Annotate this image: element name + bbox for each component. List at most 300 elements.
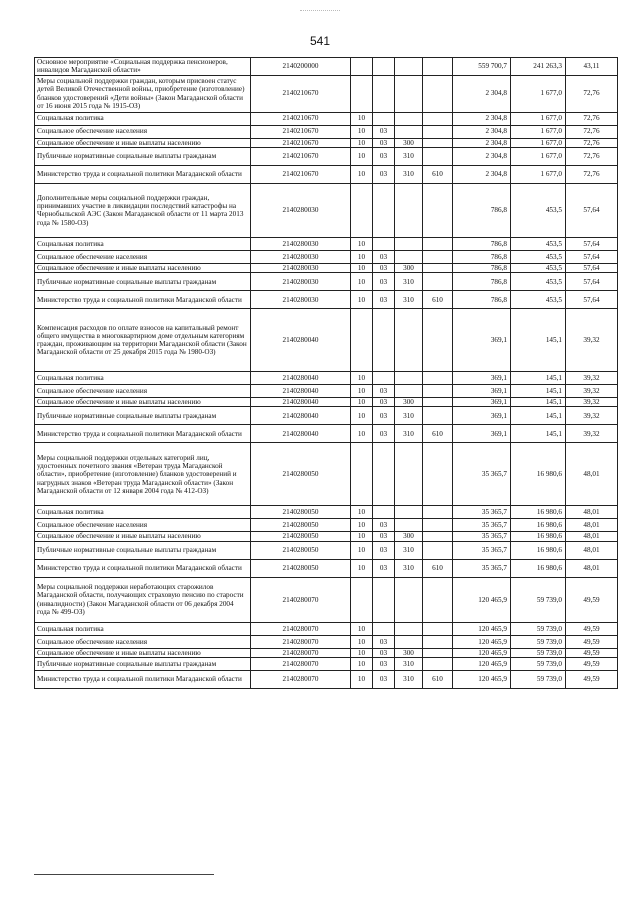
- row-plan-cell: 120 465,9: [453, 658, 511, 671]
- row-code-cell: 2140280040: [251, 398, 351, 407]
- row-plan-cell: 35 365,7: [453, 443, 511, 506]
- row-code-cell: 2140280030: [251, 263, 351, 272]
- row-code-cell: 2140280050: [251, 532, 351, 541]
- row-section-cell: 10: [351, 273, 373, 291]
- row-fact-cell: 59 739,0: [511, 635, 566, 648]
- row-section-cell: 10: [351, 398, 373, 407]
- row-code-cell: 2140280030: [251, 183, 351, 237]
- row-expense-type-cell: [395, 183, 423, 237]
- row-percent-cell: 48,01: [566, 541, 618, 559]
- row-code-cell: 2140280040: [251, 385, 351, 398]
- table-row: [35, 237, 618, 250]
- row-subsection-cell: 03: [373, 532, 395, 541]
- row-expense-type-cell: [395, 237, 423, 250]
- row-fact-cell: 453,5: [511, 263, 566, 272]
- row-expense-type-cell: [395, 635, 423, 648]
- row-name-cell: Социальная политика: [35, 506, 251, 519]
- row-percent-cell: 57,64: [566, 250, 618, 263]
- row-section-cell: [351, 75, 373, 112]
- row-fact-cell: 16 980,6: [511, 559, 566, 577]
- row-code-cell: 2140280030: [251, 250, 351, 263]
- row-percent-cell: 72,76: [566, 138, 618, 147]
- table-row: [35, 635, 618, 648]
- row-fact-cell: 453,5: [511, 291, 566, 309]
- row-section-cell: 10: [351, 425, 373, 443]
- row-name-cell: Министерство труда и социальной политики Магаданской области: [35, 425, 251, 443]
- row-admin-cell: 610: [423, 671, 453, 689]
- row-expense-type-cell: 300: [395, 532, 423, 541]
- table-row: [35, 648, 618, 657]
- row-plan-cell: 786,8: [453, 237, 511, 250]
- row-admin-cell: [423, 519, 453, 532]
- row-name-cell: Меры социальной поддержки граждан, которым присвоен статус детей Великой Отечественной войны, приобретение (изготовление) бланков удостоверений «Дети войны» (Закон Магаданской области от 16 июня 2015 года № 1915-ОЗ): [35, 75, 251, 112]
- row-expense-type-cell: [395, 309, 423, 372]
- row-name-cell: Меры социальной поддержки отдельных категорий лиц, удостоенных почетного звания «Ветеран труда Магаданской области», приобретение (изготовление) бланков удостоверений и нагрудных знаков «Ветеран труда Магаданской области» (Закон Магаданской области от 12 января 2004 года № 412-ОЗ): [35, 443, 251, 506]
- table-row: [35, 506, 618, 519]
- row-admin-cell: [423, 138, 453, 147]
- row-percent-cell: 72,76: [566, 165, 618, 183]
- row-admin-cell: [423, 273, 453, 291]
- row-percent-cell: 57,64: [566, 273, 618, 291]
- row-admin-cell: [423, 577, 453, 622]
- row-subsection-cell: 03: [373, 559, 395, 577]
- table-row: [35, 58, 618, 76]
- row-name-cell: Социальное обеспечение и иные выплаты населению: [35, 532, 251, 541]
- row-percent-cell: 39,32: [566, 385, 618, 398]
- row-percent-cell: 49,59: [566, 658, 618, 671]
- row-admin-cell: [423, 622, 453, 635]
- row-percent-cell: 39,32: [566, 372, 618, 385]
- row-section-cell: 10: [351, 147, 373, 165]
- row-expense-type-cell: [395, 58, 423, 76]
- row-expense-type-cell: 310: [395, 541, 423, 559]
- row-name-cell: Социальное обеспечение и иные выплаты населению: [35, 138, 251, 147]
- row-name-cell: Дополнительные меры социальной поддержки граждан, принимавших участие в ликвидации последствий катастрофы на Чернобыльской АЭС (Закон Магаданской области от 11 марта 2013 года № 1580-ОЗ): [35, 183, 251, 237]
- row-section-cell: 10: [351, 559, 373, 577]
- row-expense-type-cell: [395, 385, 423, 398]
- row-expense-type-cell: 310: [395, 291, 423, 309]
- row-subsection-cell: 03: [373, 273, 395, 291]
- row-subsection-cell: 03: [373, 263, 395, 272]
- row-fact-cell: 59 739,0: [511, 577, 566, 622]
- row-expense-type-cell: [395, 622, 423, 635]
- row-subsection-cell: 03: [373, 125, 395, 138]
- row-section-cell: [351, 58, 373, 76]
- row-percent-cell: 49,59: [566, 635, 618, 648]
- row-plan-cell: 2 304,8: [453, 75, 511, 112]
- row-admin-cell: 610: [423, 165, 453, 183]
- row-expense-type-cell: 310: [395, 559, 423, 577]
- row-plan-cell: 786,8: [453, 291, 511, 309]
- row-section-cell: 10: [351, 541, 373, 559]
- budget-table-body: [35, 58, 618, 689]
- row-name-cell: Социальное обеспечение населения: [35, 125, 251, 138]
- row-subsection-cell: [373, 183, 395, 237]
- row-plan-cell: 369,1: [453, 425, 511, 443]
- row-expense-type-cell: 300: [395, 398, 423, 407]
- row-plan-cell: 120 465,9: [453, 622, 511, 635]
- row-code-cell: 2140210670: [251, 147, 351, 165]
- row-expense-type-cell: 300: [395, 648, 423, 657]
- table-row: [35, 658, 618, 671]
- row-fact-cell: 453,5: [511, 273, 566, 291]
- row-section-cell: 10: [351, 658, 373, 671]
- row-percent-cell: 39,32: [566, 407, 618, 425]
- row-subsection-cell: [373, 443, 395, 506]
- row-name-cell: Меры социальной поддержки неработающих старожилов Магаданской области, получающих страховую пенсию по старости (инвалидности) (Закон Магаданской области от 06 декабря 2004 года № 499-ОЗ): [35, 577, 251, 622]
- row-fact-cell: 453,5: [511, 183, 566, 237]
- row-subsection-cell: 03: [373, 165, 395, 183]
- table-row: [35, 532, 618, 541]
- row-percent-cell: 39,32: [566, 425, 618, 443]
- row-fact-cell: 145,1: [511, 398, 566, 407]
- row-section-cell: 10: [351, 622, 373, 635]
- row-admin-cell: [423, 75, 453, 112]
- row-section-cell: 10: [351, 291, 373, 309]
- row-name-cell: Социальная политика: [35, 112, 251, 125]
- table-row: [35, 250, 618, 263]
- row-section-cell: 10: [351, 138, 373, 147]
- row-percent-cell: 49,59: [566, 671, 618, 689]
- row-plan-cell: 120 465,9: [453, 648, 511, 657]
- row-name-cell: Социальное обеспечение населения: [35, 385, 251, 398]
- row-name-cell: Социальное обеспечение населения: [35, 519, 251, 532]
- row-expense-type-cell: [395, 443, 423, 506]
- row-section-cell: 10: [351, 532, 373, 541]
- row-admin-cell: [423, 658, 453, 671]
- row-code-cell: 2140280040: [251, 425, 351, 443]
- row-fact-cell: 1 677,0: [511, 147, 566, 165]
- row-name-cell: Публичные нормативные социальные выплаты гражданам: [35, 273, 251, 291]
- row-percent-cell: 48,01: [566, 532, 618, 541]
- row-admin-cell: [423, 407, 453, 425]
- row-name-cell: Министерство труда и социальной политики Магаданской области: [35, 559, 251, 577]
- row-fact-cell: 1 677,0: [511, 165, 566, 183]
- row-expense-type-cell: [395, 125, 423, 138]
- row-plan-cell: 35 365,7: [453, 519, 511, 532]
- row-plan-cell: 559 700,7: [453, 58, 511, 76]
- row-percent-cell: 48,01: [566, 443, 618, 506]
- row-percent-cell: 48,01: [566, 559, 618, 577]
- row-section-cell: 10: [351, 112, 373, 125]
- row-plan-cell: 786,8: [453, 183, 511, 237]
- row-name-cell: Публичные нормативные социальные выплаты гражданам: [35, 407, 251, 425]
- row-expense-type-cell: 300: [395, 138, 423, 147]
- row-fact-cell: 16 980,6: [511, 506, 566, 519]
- table-row: [35, 385, 618, 398]
- row-plan-cell: 369,1: [453, 372, 511, 385]
- table-row: [35, 577, 618, 622]
- row-fact-cell: 145,1: [511, 372, 566, 385]
- row-admin-cell: [423, 183, 453, 237]
- row-percent-cell: 57,64: [566, 183, 618, 237]
- row-plan-cell: 369,1: [453, 385, 511, 398]
- row-plan-cell: 120 465,9: [453, 577, 511, 622]
- row-admin-cell: [423, 125, 453, 138]
- row-percent-cell: 49,59: [566, 622, 618, 635]
- row-code-cell: 2140280040: [251, 309, 351, 372]
- row-section-cell: 10: [351, 635, 373, 648]
- row-code-cell: 2140280030: [251, 237, 351, 250]
- row-code-cell: 2140210670: [251, 138, 351, 147]
- row-fact-cell: 59 739,0: [511, 648, 566, 657]
- row-expense-type-cell: 300: [395, 263, 423, 272]
- row-plan-cell: 2 304,8: [453, 165, 511, 183]
- row-expense-type-cell: 310: [395, 425, 423, 443]
- row-section-cell: 10: [351, 648, 373, 657]
- row-fact-cell: 16 980,6: [511, 541, 566, 559]
- row-expense-type-cell: 310: [395, 165, 423, 183]
- row-admin-cell: [423, 147, 453, 165]
- row-section-cell: [351, 309, 373, 372]
- row-expense-type-cell: [395, 112, 423, 125]
- row-fact-cell: 1 677,0: [511, 125, 566, 138]
- row-subsection-cell: 03: [373, 385, 395, 398]
- row-name-cell: Публичные нормативные социальные выплаты гражданам: [35, 658, 251, 671]
- row-section-cell: 10: [351, 671, 373, 689]
- row-fact-cell: 16 980,6: [511, 519, 566, 532]
- row-expense-type-cell: [395, 75, 423, 112]
- row-fact-cell: 145,1: [511, 309, 566, 372]
- row-plan-cell: 120 465,9: [453, 635, 511, 648]
- row-subsection-cell: 03: [373, 635, 395, 648]
- row-name-cell: Министерство труда и социальной политики Магаданской области: [35, 165, 251, 183]
- table-row: [35, 309, 618, 372]
- row-code-cell: 2140280070: [251, 635, 351, 648]
- table-row: [35, 138, 618, 147]
- row-code-cell: 2140210670: [251, 112, 351, 125]
- row-section-cell: [351, 183, 373, 237]
- row-fact-cell: 59 739,0: [511, 622, 566, 635]
- row-percent-cell: 48,01: [566, 519, 618, 532]
- budget-table: [34, 57, 618, 689]
- row-admin-cell: 610: [423, 291, 453, 309]
- table-row: [35, 519, 618, 532]
- row-fact-cell: 1 677,0: [511, 112, 566, 125]
- row-code-cell: 2140280050: [251, 541, 351, 559]
- row-fact-cell: 145,1: [511, 407, 566, 425]
- row-expense-type-cell: 310: [395, 147, 423, 165]
- row-subsection-cell: [373, 506, 395, 519]
- row-percent-cell: 49,59: [566, 577, 618, 622]
- row-section-cell: 10: [351, 263, 373, 272]
- row-plan-cell: 786,8: [453, 250, 511, 263]
- row-plan-cell: 120 465,9: [453, 671, 511, 689]
- row-admin-cell: [423, 506, 453, 519]
- row-code-cell: 2140280050: [251, 559, 351, 577]
- row-plan-cell: 35 365,7: [453, 506, 511, 519]
- row-percent-cell: 48,01: [566, 506, 618, 519]
- row-admin-cell: [423, 309, 453, 372]
- row-subsection-cell: [373, 237, 395, 250]
- row-section-cell: 10: [351, 407, 373, 425]
- row-code-cell: 2140280070: [251, 671, 351, 689]
- row-subsection-cell: 03: [373, 291, 395, 309]
- row-subsection-cell: [373, 577, 395, 622]
- row-code-cell: 2140280030: [251, 291, 351, 309]
- row-fact-cell: 1 677,0: [511, 138, 566, 147]
- row-percent-cell: 39,32: [566, 309, 618, 372]
- row-fact-cell: 59 739,0: [511, 658, 566, 671]
- row-plan-cell: 369,1: [453, 407, 511, 425]
- row-code-cell: 2140280070: [251, 577, 351, 622]
- row-admin-cell: [423, 385, 453, 398]
- row-section-cell: 10: [351, 385, 373, 398]
- row-admin-cell: 610: [423, 425, 453, 443]
- row-code-cell: 2140280070: [251, 658, 351, 671]
- row-subsection-cell: [373, 372, 395, 385]
- row-section-cell: 10: [351, 237, 373, 250]
- row-name-cell: Министерство труда и социальной политики Магаданской области: [35, 671, 251, 689]
- row-name-cell: Социальное обеспечение и иные выплаты населению: [35, 398, 251, 407]
- row-expense-type-cell: 310: [395, 671, 423, 689]
- row-plan-cell: 786,8: [453, 273, 511, 291]
- row-admin-cell: [423, 635, 453, 648]
- row-expense-type-cell: [395, 506, 423, 519]
- row-code-cell: 2140280030: [251, 273, 351, 291]
- row-subsection-cell: [373, 622, 395, 635]
- table-row: [35, 541, 618, 559]
- row-expense-type-cell: 310: [395, 658, 423, 671]
- row-name-cell: Министерство труда и социальной политики Магаданской области: [35, 291, 251, 309]
- table-row: [35, 671, 618, 689]
- row-code-cell: 2140280050: [251, 443, 351, 506]
- row-code-cell: 2140210670: [251, 165, 351, 183]
- row-expense-type-cell: 310: [395, 273, 423, 291]
- table-row: [35, 407, 618, 425]
- row-section-cell: 10: [351, 519, 373, 532]
- row-name-cell: Публичные нормативные социальные выплаты гражданам: [35, 147, 251, 165]
- row-subsection-cell: 03: [373, 398, 395, 407]
- row-expense-type-cell: 310: [395, 407, 423, 425]
- table-row: [35, 263, 618, 272]
- table-row: [35, 398, 618, 407]
- row-admin-cell: [423, 398, 453, 407]
- page-number: 541: [309, 34, 331, 48]
- row-plan-cell: 35 365,7: [453, 532, 511, 541]
- row-percent-cell: 39,32: [566, 398, 618, 407]
- row-plan-cell: 2 304,8: [453, 125, 511, 138]
- table-row: [35, 147, 618, 165]
- row-admin-cell: [423, 648, 453, 657]
- row-admin-cell: 610: [423, 559, 453, 577]
- row-percent-cell: 49,59: [566, 648, 618, 657]
- row-admin-cell: [423, 532, 453, 541]
- row-section-cell: 10: [351, 250, 373, 263]
- row-percent-cell: 57,64: [566, 237, 618, 250]
- row-subsection-cell: 03: [373, 541, 395, 559]
- table-row: [35, 112, 618, 125]
- table-row: [35, 273, 618, 291]
- row-section-cell: 10: [351, 372, 373, 385]
- row-subsection-cell: 03: [373, 658, 395, 671]
- row-expense-type-cell: [395, 519, 423, 532]
- row-subsection-cell: 03: [373, 519, 395, 532]
- row-percent-cell: 72,76: [566, 75, 618, 112]
- row-fact-cell: 453,5: [511, 250, 566, 263]
- row-fact-cell: 145,1: [511, 425, 566, 443]
- row-section-cell: [351, 577, 373, 622]
- row-admin-cell: [423, 541, 453, 559]
- table-row: [35, 125, 618, 138]
- row-percent-cell: 72,76: [566, 112, 618, 125]
- table-row: [35, 165, 618, 183]
- row-section-cell: 10: [351, 165, 373, 183]
- row-code-cell: 2140280050: [251, 519, 351, 532]
- row-expense-type-cell: [395, 250, 423, 263]
- row-name-cell: Социальное обеспечение населения: [35, 635, 251, 648]
- row-code-cell: 2140280070: [251, 648, 351, 657]
- row-plan-cell: 369,1: [453, 309, 511, 372]
- row-admin-cell: [423, 250, 453, 263]
- row-fact-cell: 145,1: [511, 385, 566, 398]
- row-plan-cell: 35 365,7: [453, 541, 511, 559]
- row-percent-cell: 43,11: [566, 58, 618, 76]
- row-subsection-cell: [373, 112, 395, 125]
- row-expense-type-cell: [395, 372, 423, 385]
- row-subsection-cell: 03: [373, 648, 395, 657]
- row-plan-cell: 369,1: [453, 398, 511, 407]
- table-row: [35, 622, 618, 635]
- row-code-cell: 2140280070: [251, 622, 351, 635]
- row-plan-cell: 2 304,8: [453, 138, 511, 147]
- table-row: [35, 425, 618, 443]
- row-expense-type-cell: [395, 577, 423, 622]
- row-subsection-cell: [373, 58, 395, 76]
- row-percent-cell: 57,64: [566, 263, 618, 272]
- row-admin-cell: [423, 263, 453, 272]
- footer-rule: [34, 874, 214, 875]
- row-name-cell: Социальная политика: [35, 237, 251, 250]
- row-code-cell: 2140210670: [251, 75, 351, 112]
- row-code-cell: 2140280040: [251, 372, 351, 385]
- row-name-cell: Социальная политика: [35, 622, 251, 635]
- table-row: [35, 183, 618, 237]
- row-subsection-cell: 03: [373, 407, 395, 425]
- row-section-cell: [351, 443, 373, 506]
- row-admin-cell: [423, 237, 453, 250]
- row-percent-cell: 72,76: [566, 147, 618, 165]
- row-code-cell: 2140210670: [251, 125, 351, 138]
- row-name-cell: Компенсация расходов по оплате взносов на капитальный ремонт общего имущества в многоквартирном доме отдельным категориям граждан, проживающим на территории Магаданской области (Закон Магаданской области от 25 декабря 2015 года № 1980-ОЗ): [35, 309, 251, 372]
- row-name-cell: Социальное обеспечение населения: [35, 250, 251, 263]
- table-row: [35, 443, 618, 506]
- row-admin-cell: [423, 58, 453, 76]
- row-fact-cell: 59 739,0: [511, 671, 566, 689]
- row-fact-cell: 453,5: [511, 237, 566, 250]
- row-plan-cell: 2 304,8: [453, 112, 511, 125]
- row-subsection-cell: [373, 75, 395, 112]
- row-name-cell: Социальная политика: [35, 372, 251, 385]
- row-subsection-cell: 03: [373, 147, 395, 165]
- row-name-cell: Основное мероприятие «Социальная поддержка пенсионеров, инвалидов Магаданской области»: [35, 58, 251, 76]
- row-subsection-cell: 03: [373, 250, 395, 263]
- row-percent-cell: 57,64: [566, 291, 618, 309]
- row-admin-cell: [423, 372, 453, 385]
- row-plan-cell: 2 304,8: [453, 147, 511, 165]
- row-fact-cell: 1 677,0: [511, 75, 566, 112]
- top-margin-mark: [300, 10, 340, 11]
- row-admin-cell: [423, 443, 453, 506]
- table-row: [35, 291, 618, 309]
- row-subsection-cell: 03: [373, 138, 395, 147]
- row-plan-cell: 35 365,7: [453, 559, 511, 577]
- row-section-cell: 10: [351, 125, 373, 138]
- row-admin-cell: [423, 112, 453, 125]
- row-name-cell: Публичные нормативные социальные выплаты гражданам: [35, 541, 251, 559]
- row-code-cell: 2140200000: [251, 58, 351, 76]
- row-section-cell: 10: [351, 506, 373, 519]
